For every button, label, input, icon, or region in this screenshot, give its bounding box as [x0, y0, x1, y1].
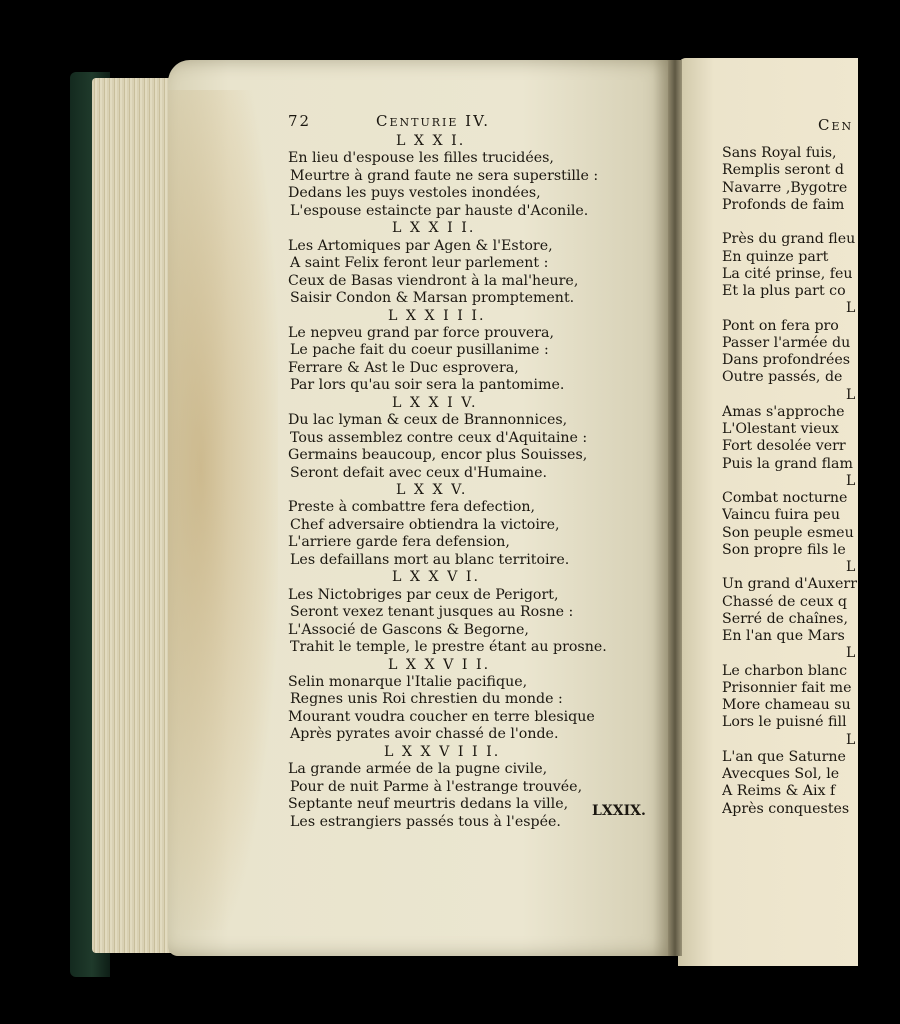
quatrain-numeral: L X X I V. [392, 394, 478, 411]
verse-line: Mourant voudra coucher en terre blesique [288, 708, 595, 725]
verse-line: Chef adversaire obtiendra la victoire, [290, 516, 560, 533]
quatrain-numeral: L X X V I I I. [384, 743, 501, 760]
right-verse-line: L'an que Saturne [722, 748, 846, 765]
verse-line: Ferrare & Ast le Duc esprovera, [288, 359, 519, 376]
right-verse-line: Navarre ,Bygotre [722, 179, 848, 196]
verse-line: Le nepveu grand par force prouvera, [288, 324, 555, 341]
right-verse-line: Un grand d'Auxerr [722, 576, 857, 593]
verse-line: Seront defait avec ceux d'Humaine. [290, 464, 548, 481]
quatrain-numeral: L X X I. [396, 133, 466, 149]
catchword: LXXIX. [592, 803, 646, 819]
right-verse-line: Près du grand fleu [722, 231, 856, 248]
verse-line: Dedans les puys vestoles inondées, [288, 185, 541, 202]
verse-line: Selin monarque l'Italie pacifique, [288, 673, 528, 690]
book-gutter [668, 60, 682, 956]
right-verse-line: Chassé de ceux q [722, 593, 847, 610]
partial-numeral: L [846, 559, 856, 575]
verse-line: Du lac lyman & ceux de Brannonnices, [288, 412, 568, 429]
right-verse-line: Passer l'armée du [722, 334, 851, 351]
partial-numeral: L [846, 645, 856, 662]
right-verse-line: Combat nocturne [722, 490, 848, 506]
verse-line: Regnes unis Roi chrestien du monde : [290, 691, 563, 708]
right-verse-line: En l'an que Mars [722, 628, 845, 644]
verse-line: Après pyrates avoir chassé de l'onde. [290, 726, 559, 743]
verse-line: Septante neuf meurtris dedans la ville, [288, 796, 569, 813]
right-verse-line: Son peuple esmeu [722, 524, 854, 541]
right-verse-line: Vaincu fuira peu [722, 507, 840, 524]
right-verse-line: Serré de chaînes, [722, 610, 848, 627]
verse-line: L'Associé de Gascons & Begorne, [288, 621, 529, 638]
verse-line: Les estrangiers passés tous à l'espée. [290, 813, 561, 830]
quatrain-numeral: L X X I I. [392, 220, 476, 237]
left-page-header [288, 112, 588, 132]
verse-line: Preste à combattre fera defection, [288, 499, 536, 516]
verse-line: Les Artomiques par Agen & l'Estore, [288, 237, 553, 254]
verse-line: Les Nictobriges par ceux de Perigort, [288, 586, 559, 603]
verse-line: Le pache fait du coeur pusillanime : [290, 342, 549, 359]
running-head: Centurie IV. [376, 112, 491, 130]
page-number: 72 [288, 112, 312, 130]
right-verse-line: Et la plus part co [722, 283, 846, 299]
right-verse-line: Pont on fera pro [722, 317, 839, 334]
right-verse-line: Lors le puisné fill [722, 714, 847, 731]
right-verse-line: Fort desolée verr [722, 438, 846, 455]
right-verse-line: More chameau su [722, 697, 851, 713]
right-verse-line: Puis la grand flam [722, 455, 853, 472]
quatrain-numeral: L X X V I. [392, 569, 481, 586]
quatrain-numeral: L X X V. [396, 482, 468, 498]
partial-numeral: L [846, 386, 856, 403]
right-verse-line: La cité prinse, feu [722, 265, 853, 282]
verse-line: L'espouse estaincte par hauste d'Aconile. [290, 202, 589, 219]
partial-numeral: L [846, 300, 856, 317]
verse-line: L'arriere garde fera defension, [288, 534, 510, 551]
verse-line: Saisir Condon & Marsan promptement. [290, 290, 575, 307]
verse-line: La grande armée de la pugne civile, [288, 761, 548, 778]
verse-line: Tous assemblez contre ceux d'Aquitaine : [290, 429, 588, 446]
right-verse-line: Avecques Sol, le [722, 766, 840, 782]
right-verse-line: Prisonnier fait me [722, 679, 852, 696]
verse-line: Seront vexez tenant jusques au Rosne : [290, 604, 574, 621]
right-verse-line: Profonds de faim [722, 196, 845, 213]
right-verse-line: Dans profondrées [722, 352, 851, 368]
quatrain-numeral: L X X V I I. [388, 656, 491, 673]
right-verse-line: Après conquestes [722, 800, 850, 817]
verse-line: Les defaillans mort au blanc territoire. [290, 551, 570, 568]
verse-line: Par lors qu'au soir sera la pantomime. [290, 377, 565, 394]
right-verse-line: L'Olestant vieux [722, 421, 839, 437]
verse-line: Pour de nuit Parme à l'estrange trouvée, [290, 778, 583, 795]
right-verse-line: Outre passés, de [722, 369, 843, 386]
right-verse-line: Remplis seront d [722, 162, 844, 179]
verse-line: Meurtre à grand faute ne sera superstille : [290, 167, 599, 184]
right-verse-line: Sans Royal fuis, [722, 145, 837, 161]
verse-line: Ceux de Basas viendront à la mal'heure, [288, 272, 579, 289]
right-verse-line: A Reims & Aix f [722, 783, 836, 800]
partial-numeral: L [846, 472, 856, 489]
quatrain-numeral: L X X I I I. [388, 307, 486, 324]
right-verse-line: Amas s'approche [722, 403, 845, 420]
verse-line: A saint Felix feront leur parlement : [290, 255, 549, 272]
partial-numeral: L [846, 731, 856, 748]
page-stain [168, 90, 278, 930]
right-verse-line: Le charbon blanc [722, 662, 848, 679]
right-page-header: Cen [818, 116, 854, 134]
right-verse-line: En quinze part [722, 248, 829, 265]
verse-line: En lieu d'espouse les filles trucidées, [288, 150, 554, 167]
verse-line: Germains beaucoup, encor plus Souisses, [288, 447, 588, 464]
verse-line: Trahit le temple, le prestre étant au prosne. [290, 639, 607, 656]
right-verse-line: Son propre fils le [722, 541, 846, 558]
